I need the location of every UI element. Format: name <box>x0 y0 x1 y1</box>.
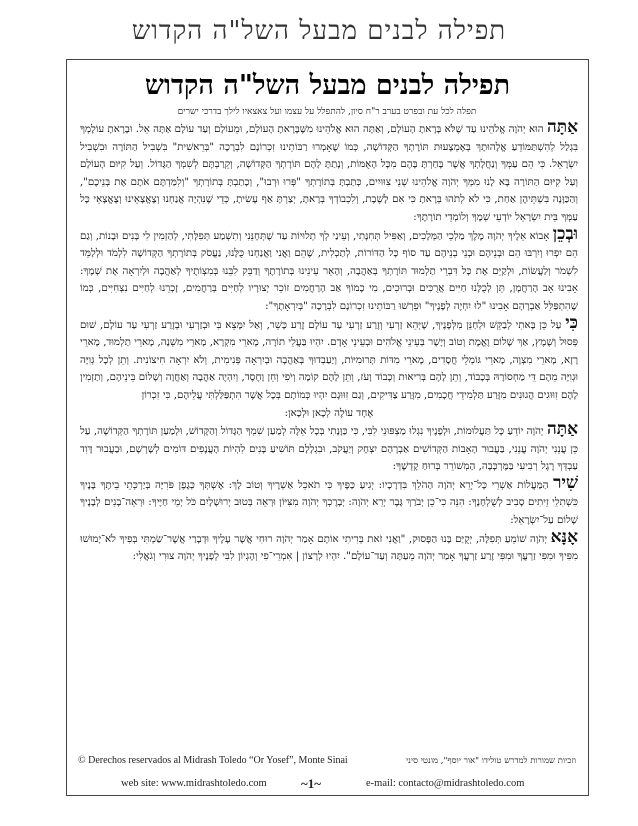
website-link[interactable]: web site: www.midrashtoledo.com <box>121 778 267 789</box>
paragraph-opening-word: אַתָּה <box>546 117 578 137</box>
paragraph-text: יְהֹוָה שׁוֹמֵעַ תְּפִלָּה, יְקֻיַּם בָּנוּ הַפָּסוּק, "וַאֲנִי זֹאת בְּרִיתִי אוֹתָם אָמַר יְהֹוָה רוּחִי אֲשֶׁר עָלֶיךָ וּדְבָרַי אֲשֶׁר־שַׂמְתִּי בְּפִיךָ לֹא־יָמוּשׁוּ מִפִּיךָ וּמִפִּי זַרְעֲךָ וּמִפִּי זֶרַע זַרְעֲךָ אָמַר יְהֹוָה מֵעַתָּה וְעַד־עוֹלָם". יִהְיוּ לְרָצוֹן | אִמְרֵי־פִי וְהֶגְיוֹן לִבִּי לְפָנֶיךָ יְהֹוָה צוּרִי וְגֹאֲלִי: <box>80 533 578 563</box>
page-title: תפילה לבנים מבעל השל"ה הקדוש <box>131 16 507 46</box>
copyright-line <box>78 755 576 771</box>
paragraph-opening-word: אָנָּא <box>550 526 578 547</box>
paragraph-opening-word: וּבְכֵן <box>552 223 578 244</box>
paragraph-text: אֶחָד עוֹלֶה לְכָאן וּלְכָאן: <box>284 407 374 419</box>
prayer-paragraph <box>80 223 578 316</box>
paragraph-opening-word: שִׁיר <box>553 472 578 493</box>
email-link[interactable]: e-mail: contacto@midrashtoledo.com <box>366 778 525 789</box>
paragraph-opening-word: כִּי <box>565 312 578 333</box>
dedication-text: וזכיות שמורות למדרש טולידו "אור יוסף", מונטי סיני <box>405 756 576 766</box>
prayer-body <box>80 117 578 566</box>
prayer-paragraph <box>80 117 578 227</box>
prayer-paragraph <box>80 419 578 476</box>
paragraph-text: הַמַּעֲלוֹת אַשְׁרֵי כָּל־יְרֵא יְהֹוָה הַהֹלֵךְ בִּדְרָכָיו: יְגִיעַ כַּפֶּיךָ כִּי תֹאכֵל אַשְׁרֶיךָ וְטוֹב לָךְ: אֶשְׁתְּךָ כְּגֶפֶן פֹּרִיָּה בְּיַרְכְּתֵי בֵיתֶךָ בָּנֶיךָ כִּשְׁתִלֵי זֵיתִים סָבִיב לְשֻׁלְחָנֶךָ: הִנֵּה כִי־כֵן יְבֹרַךְ גָּבֶר יְרֵא יְהֹוָה: יְבָרֶכְךָ יְהֹוָה מִצִּיּוֹן וּרְאֵה בְּטוּב יְרוּשָׁלָיִם כֹּל יְמֵי חַיֶּיךָ: וּרְאֵה־בָנִים לְבָנֶיךָ שָׁלוֹם עַל־יִשְׂרָאֵל: <box>80 479 578 527</box>
paragraph-text: יְהֹוָה יוֹדֵעַ כָּל תַּעֲלוּמוֹת, וּלְפָנֶיךָ נִגְלוּ מַצְפּוּנֵי לִבִּי, כִּי כַּוָּנָתִי בְּכָל אֵלֶּה לְמַעַן שִׁמְךָ הַגָּדוֹל וְהַקָּדוֹשׁ, וּלְמַעַן תּוֹרָתְךָ הַקְּדוֹשָׁה, עַל כֵּן עֲנֵנִי יְהֹוָה עֲנֵנִי, בַּעֲבוּר הָאָבוֹת הַקְּדוֹשִׁים אַבְרָהָם יִצְחָק וְיַעֲקֹב, וּבִגְלָלָם תּוֹשִׁיעַ בָּנִים לִהְיוֹת הָעֲנָפִים דּוֹמִים לְשָׁרְשָׁם, וּבַעֲבוּר דָּוִד עַבְדְּךָ רֶגֶל רְבִיעִי בַּמֶּרְכָּבָה, הַמְשׁוֹרֵר בְּרוּחַ קָדְשֶׁךָ: <box>80 426 578 473</box>
prayer-paragraph <box>80 405 578 423</box>
prayer-paragraph <box>80 526 578 566</box>
copyright-text: © Derechos reservados al Midrash Toledo “Or Yosef”, Monte Sinai <box>78 755 348 766</box>
paragraph-opening-word: אַתָּה <box>546 419 578 440</box>
prayer-paragraph <box>80 312 578 405</box>
prayer-paragraph <box>80 472 578 530</box>
prayer-title: תפילה לבנים מבעל השל"ה הקדוש <box>144 70 511 101</box>
prayer-instruction: תפלה לכל עת ובפרט בערב ר"ח סיון, להתפלל על עצמו ועל צאצאיו לילך בדרכי ישרים <box>177 107 477 117</box>
paragraph-text: אָבוֹא אֵלֶיךָ יְהֹוָה מֶלֶךְ מַלְכֵי הַמְּלָכִים, וְאַפִּיל תְּחִנָּתִי, וְעֵינַי לְךָ תְלוּיוֹת עַד שֶׁתְּחָנֵּנִי וְתִשְׁמַע תְּפִלָּתִי, לְהַזְמִין לִי בָּנִים וּבָנוֹת, וְגַם הֵם יִפְרוּ וְיִרְבּוּ הֵם וּבְנֵיהֶם וּבְנֵי בְנֵיהֶם עַד סוֹף כָּל הַדּוֹרוֹת, לְתַכְלִית, שֶׁהֵם וַאֲנִי וַאֲנַחְנוּ כֻּלָּנוּ, נַעֲסֹק בְּתוֹרָתְךָ הַקְּדוֹשָׁה לִלְמֹד וּלְלַמֵּד לִשְׁמֹר וְלַעֲשׂוֹת, וּלְקַיֵּם אֶת כָּל דִּבְרֵי תַלְמוּד תּוֹרָתְךָ בְּאַהֲבָה, וְהָאֵר עֵינֵינוּ בְּתוֹרָתֶךָ וְדַבֵּק לִבֵּנוּ בְּמִצְוֹתֶיךָ לְאַהֲבָה וּלְיִרְאָה אֶת שְׁמֶךָ: אָבִינוּ אָב הָרַחֲמָן, תֵּן לְכֻלָּנוּ חַיִּים אֲרֻכִּים וּבְרוּכִים, מִי כָמוֹךָ אַב הָרַחֲמִים זוֹכֵר יְצוּרָיו לְחַיִּים בְּרַחֲמִים, זָכְרֵנוּ לְחַיִּים נִצְחִיִּים, כְּמוֹ שֶׁהִתְפַּלֵּל אַבְרָהָם אָבִינוּ "לוּ יִחְיֶה לְפָנֶיךָ" וּפֵרְשׁוּ רַבּוֹתֵינוּ זִכְרוֹנָם לִבְרָכָה "בְּיִרְאָתֶךָ": <box>80 230 578 312</box>
footer-links <box>66 778 589 794</box>
page-number: ~1~ <box>301 776 322 791</box>
paragraph-text: הוּא יְהֹוָה אֱלֹהֵינוּ עַד שֶׁלֹּא בָּרָאתָ הָעוֹלָם, וְאַתָּה הוּא אֱלֹהֵינוּ מִשֶּׁבָּרָאתָ הָעוֹלָם, וּמֵעוֹלָם וְעַד עוֹלָם אַתָּה אֵל. וּבָרָאתָ עוֹלָמְךָ בִּגְלַל לְהִשְׁתַּמּוֹדֵעַ אֱלָהוּתָךְ בְּאֶמְצָעוּת תּוֹרָתְךָ הַקְּדוֹשָׁה, כְּמוֹ שֶׁאָמְרוּ רַבּוֹתֵינוּ זִכְרוֹנָם לִבְרָכָה "בְּרֵאשִׁית" בִּשְׁבִיל הַתּוֹרָה וּבִשְׁבִיל יִשְׂרָאֵל. כִּי הֵם עַמְּךָ וְנַחֲלָתְךָ אֲשֶׁר בָּחַרְתָּ בָּהֶם מִכָּל הָאֻמּוֹת, וְנָתַתָּ לָהֶם תּוֹרָתְךָ הַקְּדוֹשָׁה, וְקֵרַבְתָּם לְשִׁמְךָ הַגָּדוֹל. וְעַל קִיּוּם הָעוֹלָם וְעַל קִיּוּם הַתּוֹרָה בָּא לָנוּ מִמְּךָ יְהֹוָה אֱלֹהֵינוּ שְׁנֵי צִוּוּיִים, כְּתַבְתָּ בְּתוֹרָתְךָ "פְּרוּ וּרְבוּ", וְכָתַבְתָּ בְּתוֹרָתְךָ "וְלִמַּדְתֶּם אֹתָם אֶת בְּנֵיכֶם", וְהַכַּוָּנָה בִּשְׁתֵּיהֶן אַחַת, כִּי לֹא לְתֹהוּ בְּרָאתָ כִּי אִם לָשֶׁבֶת, וְלִכְבוֹדְךָ בְּרָאתָ, יְצַרְתָּ אַף עָשִׂיתָ, כְּדֵי שֶׁנִּהְיֶה אֲנַחְנוּ וְצֶאֱצָאֵינוּ וְצֶאֱצָאֵי כָּל עַמְּךָ בֵּית יִשְׂרָאֵל יוֹדְעֵי שְׁמֶךָ וְלוֹמְדֵי תוֹרָתֶךָ: <box>80 124 578 223</box>
paragraph-text: עַל כֵּן בָּאתִי לְבַקֵּשׁ וּלְחַנֵּן מִלְּפָנֶיךָ, שֶׁיְּהֵא זַרְעִי וְזֶרַע זַרְעִי עַד עוֹלָם זֶרַע כָּשֵׁר, וְאַל יִמָּצֵא בִּי וּבְזַרְעִי וּבְזֶרַע זַרְעִי עַד עוֹלָם, שׁוּם פְּסוּל וְשֶׁמֶץ, אַךְ שָׁלוֹם וֶאֱמֶת וְטוֹב וְיָשָׁר בְּעֵינֵי אֱלֹהִים וּבְעֵינֵי אָדָם. יִהְיוּ בַּעֲלֵי תוֹרָה, מָארֵי מִקְרָא, מָארֵי מִשְׁנָה, מָארֵי תַלְמוּד, מָארֵי רָזָא, מָארֵי מִצְוָה, מָארֵי גּוֹמְלֵי חֲסָדִים, מָארֵי מִדּוֹת תְּרוּמִיּוֹת, וְיַעַבְדוּךָ בְּאַהֲבָה וּבְיִרְאָה פְּנִימִית, וְלֹא יִרְאָה חִיצוֹנִית. וְתֵן לְכָל גְּוִיָּה וּגְוִיָּה מֵהֶם דֵּי מַחְסוֹרָהּ בְּכָבוֹד, וְתֵן לָהֶם בְּרִיאוּת וְכָבוֹד וָעֹז, וְתֵן לָהֶם קוֹמָה וְיֹפִי וְחֵן וָחֶסֶד, וְיִהְיֶה אַהֲבָה וְאַחֲוָה וְשָׁלוֹם בֵּינֵיהֶם, וְתַזְמִין לָהֶם זִוּוּגִים הֲגוּנִים מִזֶּרַע תַּלְמִידֵי חֲכָמִים, מִזֶּרַע צַדִּיקִים, וְגַם זִוּוּגָם יִהְיוּ כְּמוֹתָם בְּכָל אֲשֶׁר הִתְפַּלַּלְתִּי עֲלֵיהֶם, כִּי זִכְרוֹן <box>80 319 578 401</box>
